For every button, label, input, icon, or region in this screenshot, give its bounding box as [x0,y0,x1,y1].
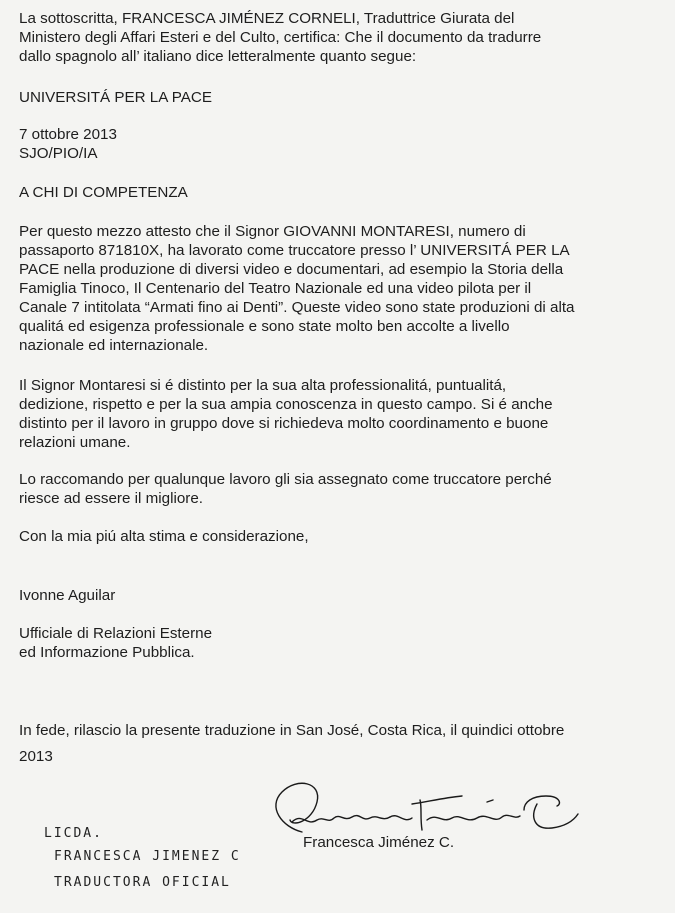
paragraph-1 [19,222,659,355]
stamp-line-1: LICDA. [44,826,103,841]
certification [19,718,659,770]
signer-title-line: Ufficiale di Relazioni Esterne [19,625,213,642]
paragraph-line: qualitá ed esigenza professionale e sono state molto ben accolte a livello [19,318,510,335]
closing-text: Con la mia piú alta stima e considerazione, [19,528,309,545]
paragraph-line: distinto per il lavoro in gruppo dove si richiedeva molto coordinamento e buone [19,415,549,432]
institution-name [19,88,659,107]
paragraph-line: Famiglia Tinoco, Il Centenario del Teatro Nazionale ed una video pilota per il [19,280,532,297]
paragraph-2 [19,376,659,452]
certification-line: In fede, rilascio la presente traduzione in San José, Costa Rica, il quindici ottobre [19,722,565,739]
signer-name-text: Ivonne Aguilar [19,587,116,604]
paragraph-3 [19,470,659,508]
header-line: Ministero degli Affari Esteri e del Culto, certifica: Che il documento da tradurre [19,29,542,46]
stamp-line-2: FRANCESCA JIMENEZ C [54,849,241,864]
paragraph-line: passaporto 871810X, ha lavorato come truccatore presso l’ UNIVERSITÁ PER LA [19,242,570,259]
paragraph-line: Per questo mezzo attesto che il Signor GIOVANNI MONTARESI, numero di [19,223,526,240]
paragraph-line: riesce ad essere il migliore. [19,490,204,507]
date-block [19,125,659,163]
paragraph-line: Canale 7 intitolata “Armati fino ai Denti”. Queste video sono state produzioni di alta [19,299,575,316]
paragraph-line: Il Signor Montaresi si é distinto per la sua alta professionalitá, puntualitá, [19,377,507,394]
paragraph-line: PACE nella produzione di diversi video e documentari, ad esempio la Storia della [19,261,564,278]
certification-line: 2013 [19,748,53,765]
paragraph-line: dedizione, rispetto e per la sua ampia conoscenza in questo campo. Si é anche [19,396,553,413]
translator-header [19,9,659,66]
institution-text: UNIVERSITÁ PER LA PACE [19,89,212,106]
salutation [19,183,659,202]
header-line: La sottoscritta, FRANCESCA JIMÉNEZ CORNELI, Traduttrice Giurata del [19,10,515,27]
translator-signature-name: Francesca Jiménez C. [303,834,455,851]
paragraph-line: relazioni umane. [19,434,131,451]
reference-code: SJO/PIO/IA [19,145,98,162]
stamp-line-3: TRADUCTORA OFICIAL [54,875,231,890]
closing [19,527,659,546]
salutation-text: A CHI DI COMPETENZA [19,184,188,201]
paragraph-line: Lo raccomando per qualunque lavoro gli sia assegnato come truccatore perché [19,471,552,488]
signer-title [19,624,659,662]
handwritten-signature [262,772,592,842]
header-line: dallo spagnolo all’ italiano dice letteralmente quanto segue: [19,48,417,65]
signer-title-line: ed Informazione Pubblica. [19,644,195,661]
signer-name [19,586,659,605]
paragraph-line: nazionale ed internazionale. [19,337,209,354]
letter-date: 7 ottobre 2013 [19,126,117,143]
